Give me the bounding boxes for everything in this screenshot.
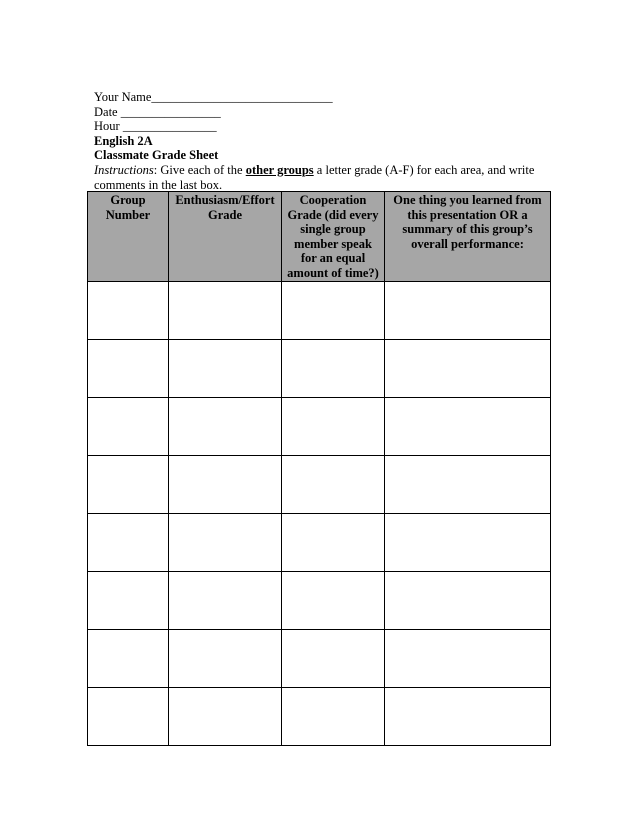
table-row [88, 513, 551, 571]
date-blank: ________________ [120, 104, 221, 119]
comments-cell[interactable] [385, 339, 551, 397]
comments-cell[interactable] [385, 397, 551, 455]
cooperation-grade-cell[interactable] [282, 687, 385, 745]
date-label: Date [94, 104, 118, 119]
table-header-row [88, 192, 551, 282]
grade-table [87, 191, 551, 746]
cooperation-grade-cell[interactable] [282, 629, 385, 687]
enthusiasm-grade-cell[interactable] [169, 687, 282, 745]
table-row [88, 455, 551, 513]
cooperation-grade-cell[interactable] [282, 571, 385, 629]
group-number-cell[interactable] [88, 629, 169, 687]
instructions-rest: a letter grade (A-F) for each area, and write comments in the last box. [94, 162, 535, 192]
comments-cell[interactable] [385, 455, 551, 513]
comments-cell[interactable] [385, 513, 551, 571]
group-number-cell[interactable] [88, 455, 169, 513]
instructions-label: Instructions [94, 162, 154, 177]
column-header-cooperation-grade: Cooperation Grade (did every single group member speak for an equal amount of time?) [282, 192, 385, 282]
comments-cell[interactable] [385, 571, 551, 629]
cooperation-grade-cell[interactable] [282, 397, 385, 455]
course-name: English 2A [94, 133, 153, 148]
group-number-cell[interactable] [88, 687, 169, 745]
enthusiasm-grade-cell[interactable] [169, 629, 282, 687]
table-row [88, 281, 551, 339]
column-header-comments: One thing you learned from this presentation OR a summary of this group’s overall performance: [385, 192, 551, 282]
enthusiasm-grade-cell[interactable] [169, 281, 282, 339]
enthusiasm-grade-cell[interactable] [169, 571, 282, 629]
table-row [88, 629, 551, 687]
enthusiasm-grade-cell[interactable] [169, 339, 282, 397]
group-number-cell[interactable] [88, 513, 169, 571]
group-number-cell[interactable] [88, 571, 169, 629]
table-row [88, 397, 551, 455]
cooperation-grade-cell[interactable] [282, 281, 385, 339]
group-number-cell[interactable] [88, 281, 169, 339]
worksheet-header [94, 90, 564, 192]
instructions [94, 163, 564, 192]
comments-cell[interactable] [385, 687, 551, 745]
cooperation-grade-cell[interactable] [282, 339, 385, 397]
hour-label: Hour [94, 119, 120, 134]
comments-cell[interactable] [385, 281, 551, 339]
cooperation-grade-cell[interactable] [282, 513, 385, 571]
hour-blank: _______________ [122, 119, 217, 134]
table-row [88, 687, 551, 745]
enthusiasm-grade-cell[interactable] [169, 513, 282, 571]
name-line [94, 90, 564, 105]
instructions-colon: : Give each of the [153, 162, 246, 177]
name-label: Your Name [94, 90, 152, 104]
column-header-group-number: Group Number [88, 192, 169, 282]
enthusiasm-grade-cell[interactable] [169, 455, 282, 513]
cooperation-grade-cell[interactable] [282, 455, 385, 513]
table-row [88, 571, 551, 629]
name-blank: _____________________________ [151, 90, 333, 104]
date-line [94, 105, 564, 120]
instructions-emphasis: other groups [245, 162, 314, 177]
group-number-cell[interactable] [88, 339, 169, 397]
page-title: Classmate Grade Sheet [94, 148, 219, 163]
table-row [88, 339, 551, 397]
comments-cell[interactable] [385, 629, 551, 687]
enthusiasm-grade-cell[interactable] [169, 397, 282, 455]
hour-line [94, 119, 564, 134]
column-header-enthusiasm-grade: Enthusiasm/Effort Grade [169, 192, 282, 282]
group-number-cell[interactable] [88, 397, 169, 455]
